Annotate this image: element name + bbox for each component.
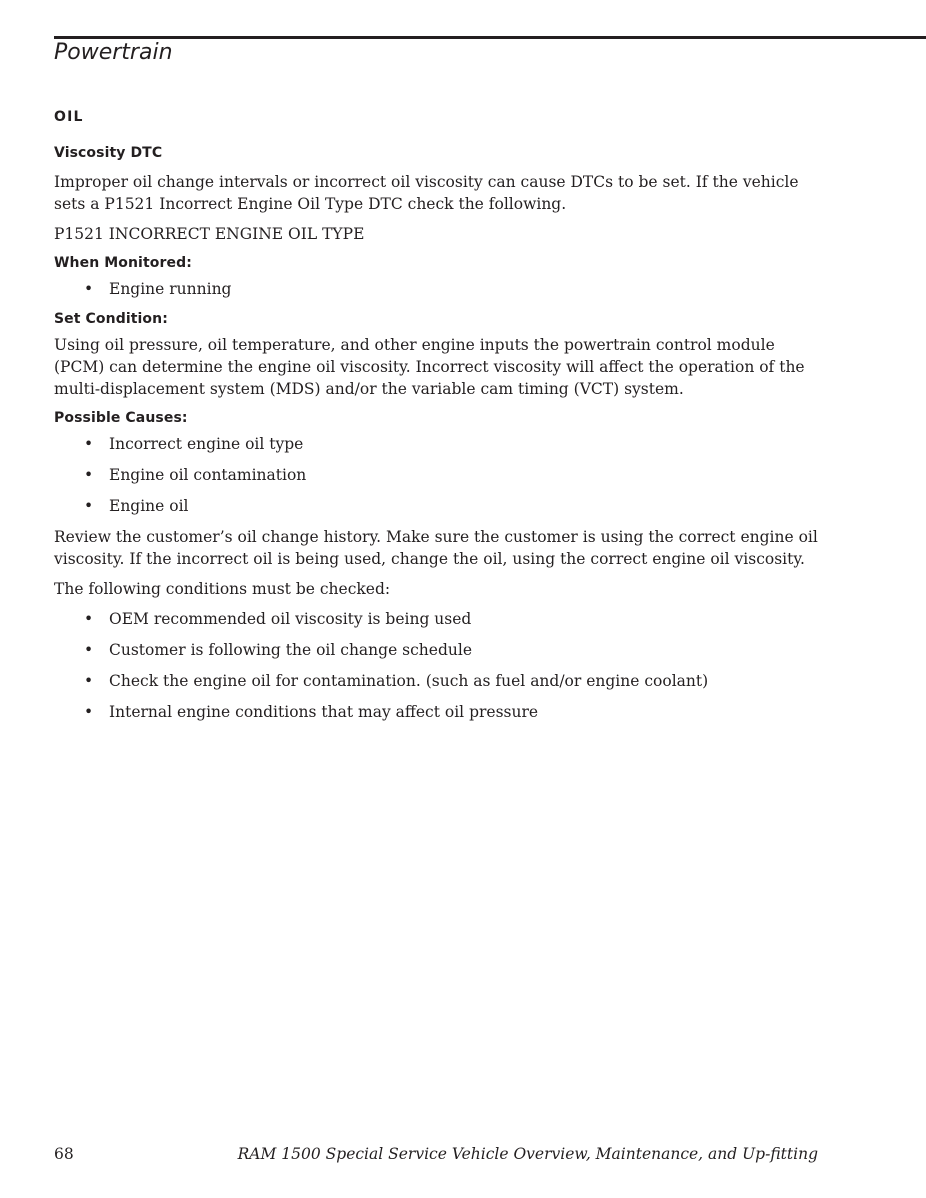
list-item-text: Check the engine oil for contamination. (such as fuel and/or engine coolant) [109,672,709,690]
page-footer [54,1143,818,1165]
header-rule [54,36,926,39]
list-item [54,701,824,723]
list-item [54,433,824,455]
when-monitored-heading: When Monitored: [54,255,192,271]
list-item-text: Incorrect engine oil type [109,435,304,453]
review-paragraph: Review the customer’s oil change history. Make sure the customer is using the correct engine oil viscosity. If the incorrect oil is being used, change the oil, using the correct engine oil viscosity. [54,528,818,568]
list-item-text: Engine oil [109,497,189,515]
set-condition-heading: Set Condition: [54,311,168,327]
section-title: Powertrain [54,40,173,65]
list-item [54,639,824,661]
list-item [54,464,824,486]
list-item-text: Internal engine conditions that may affect oil pressure [109,703,539,721]
viscosity-dtc-heading: Viscosity DTC [54,145,163,161]
list-item [54,278,824,300]
list-item-text: OEM recommended oil viscosity is being used [109,610,472,628]
possible-causes-list [54,433,824,517]
page-content [54,107,824,732]
list-item-text: Engine running [109,280,232,298]
list-item-text: Engine oil contamination [109,466,307,484]
when-monitored-list [54,278,824,300]
oil-heading: OIL [54,109,84,125]
conditions-intro: The following conditions must be checked: [54,580,391,598]
conditions-list [54,608,824,723]
set-condition-paragraph: Using oil pressure, oil temperature, and other engine inputs the powertrain control module (PCM) can determine the engine oil viscosity. Incorrect viscosity will affect the operation of the multi-displacement system (MDS) and/or the variable cam timing (VCT) system. [54,336,805,398]
bullet-icon: • [84,280,94,298]
document-title: RAM 1500 Special Service Vehicle Overview, Maintenance, and Up-fitting [237,1145,818,1163]
intro-paragraph: Improper oil change intervals or incorrect oil viscosity can cause DTCs to be set. If the vehicle sets a P1521 Incorrect Engine Oil Type DTC check the following. [54,173,799,213]
list-item [54,608,824,630]
possible-causes-heading: Possible Causes: [54,410,188,426]
bullet-icon: • [84,497,94,515]
bullet-icon: • [84,703,94,721]
bullet-icon: • [84,641,94,659]
bullet-icon: • [84,672,94,690]
bullet-icon: • [84,466,94,484]
dtc-code-line: P1521 INCORRECT ENGINE OIL TYPE [54,225,365,243]
list-item-text: Customer is following the oil change schedule [109,641,472,659]
bullet-icon: • [84,610,94,628]
page-number: 68 [54,1145,74,1163]
list-item [54,670,824,692]
list-item [54,495,824,517]
bullet-icon: • [84,435,94,453]
